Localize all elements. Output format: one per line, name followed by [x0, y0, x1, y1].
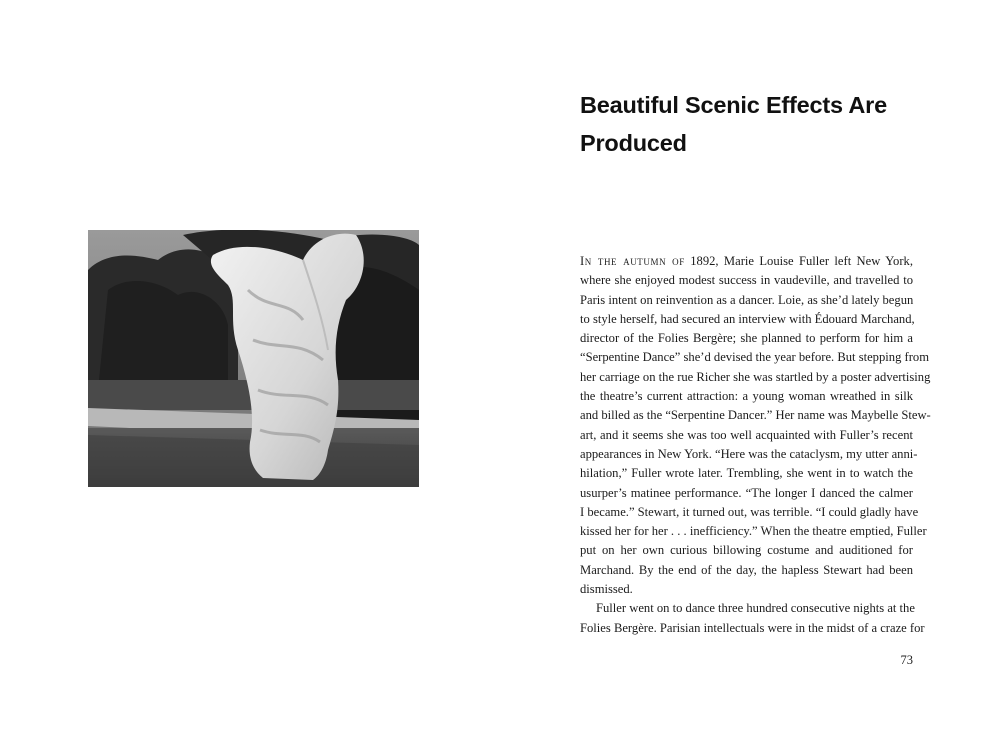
right-page — [500, 0, 1000, 739]
page-number: 73 — [900, 653, 913, 667]
text-line: kissed her for her . . . inefficiency.” When the theatre emptied, Fuller — [580, 524, 927, 539]
text-line: Fuller went on to dance three hundred consecutive nights at the — [596, 601, 915, 616]
dancer-photograph — [88, 230, 419, 487]
text-line: director of the Folies Bergère; she planned to perform for him a — [580, 331, 913, 346]
text-line: appearances in New York. “Here was the cataclysm, my utter anni- — [580, 446, 918, 461]
text-line: art, and it seems she was too well acquainted with Fuller’s recent — [580, 427, 913, 442]
text-line: hilation,” Fuller wrote later. Trembling, she went in to watch the — [580, 466, 913, 481]
text-line: her carriage on the rue Richer she was startled by a poster advertising — [580, 369, 931, 384]
text-line: “Serpentine Dance” she’d devised the year before. But stepping from — [580, 350, 929, 365]
dancer-photo-image — [88, 230, 419, 487]
text-line: dismissed. — [580, 582, 633, 597]
opening-smallcaps: In the autumn of — [580, 254, 685, 268]
text-line: and billed as the “Serpentine Dancer.” Her name was Maybelle Stew- — [580, 408, 931, 423]
body-text — [580, 252, 931, 638]
text-line: the theatre’s current attraction: a young woman wreathed in silk — [580, 389, 913, 404]
chapter-title — [580, 86, 940, 162]
text-line: put on her own curious billowing costume and auditioned for — [580, 543, 913, 558]
chapter-title-line-1: Beautiful Scenic Effects Are — [580, 92, 887, 118]
text-line: to style herself, had secured an interview with Édouard Marchand, — [580, 311, 915, 326]
text-line: Paris intent on reinvention as a dancer. Loie, as she’d lately begun — [580, 292, 914, 307]
text-line: I became.” Stewart, it turned out, was terrible. “I could gladly have — [580, 504, 919, 519]
chapter-title-line-2: Produced — [580, 130, 687, 156]
text-line: usurper’s matinee performance. “The longer I danced the calmer — [580, 485, 913, 500]
text-line: In the autumn of 1892, Marie Louise Fuller left New York, — [580, 254, 913, 268]
text-line: Folies Bergère. Parisian intellectuals were in the midst of a craze for — [580, 620, 925, 635]
text-line: Marchand. By the end of the day, the hapless Stewart had been — [580, 562, 913, 577]
text-line: where she enjoyed modest success in vaudeville, and travelled to — [580, 273, 913, 288]
